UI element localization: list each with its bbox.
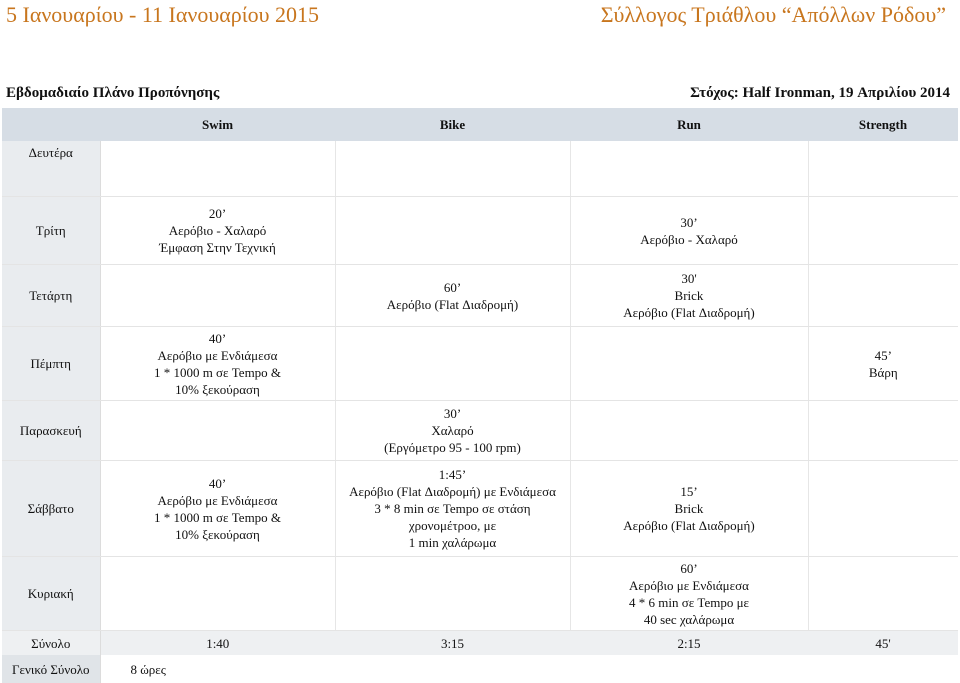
session-thursday-strength [808,327,958,401]
session-saturday-run [570,461,808,557]
session-friday-bike [335,401,570,461]
column-header-swim: Swim [100,108,335,141]
table-row-sunday [2,557,958,631]
session-tuesday-run [570,197,808,265]
session-line: 40’ [208,330,227,346]
session-line: 1:45’ [438,467,467,482]
table-row-saturday [2,461,958,557]
total-run: 2:15 [570,631,808,656]
session-line: Αερόβιο (Flat Διαδρομή) [386,296,519,312]
session-line: 30' [681,271,697,286]
column-header-bike: Bike [335,108,570,141]
session-line: (Εργόμετρο 95 - 100 rpm) [384,440,521,455]
session-line: Brick [674,501,704,516]
session-thursday-swim [100,327,335,401]
cell-sunday-swim [100,557,335,631]
session-line: Αερόβιο (Flat Διαδρομή) [623,518,755,533]
session-line: χρονομέτροο, με [408,518,497,533]
session-line: 45’ [874,347,892,363]
table-row-tuesday [2,197,958,265]
session-line: 40 sec χαλάρωμα [643,611,735,627]
column-header-run: Run [570,108,808,141]
session-line: 1 min χαλάρωμα [408,535,497,550]
table-row-friday [2,401,958,461]
weekly-schedule-table [2,108,958,683]
cell-tuesday-bike [335,197,570,265]
session-line: Έμφαση Στην Τεχνική [159,240,276,255]
grand-total-value: 8 ώρες [130,661,166,677]
cell-tuesday-strength [808,197,958,265]
total-bike: 3:15 [335,631,570,656]
table-row-thursday [2,327,958,401]
session-line: 15’ [680,484,698,499]
session-line: 40’ [208,475,227,491]
day-label-thursday: Πέμπτη [2,327,100,401]
total-strength: 45' [808,631,958,656]
session-saturday-bike [335,461,570,557]
date-range: 5 Ιανουαρίου - 11 Ιανουαρίου 2015 [6,2,320,27]
cell-monday-strength [808,141,958,197]
day-label-tuesday: Τρίτη [2,197,100,265]
session-sunday-run [570,557,808,631]
session-line: 3 * 8 min σε Tempo σε στάση [374,501,531,516]
cell-monday-swim [100,141,335,197]
cell-sunday-strength [808,557,958,631]
total-swim: 1:40 [100,631,335,656]
session-wednesday-bike [335,265,570,327]
session-line: Αερόβιο - Χαλαρό [168,223,267,238]
session-line: 60’ [443,279,462,295]
cell-friday-swim [100,401,335,461]
session-line: 10% ξεκούραση [175,526,260,542]
session-line: Αερόβιο με Ενδιάμεσα [157,347,278,363]
session-line: 20’ [208,206,227,221]
plan-title: Εβδομαδιαίο Πλάνο Προπόνησης [6,85,220,101]
session-wednesday-run [570,265,808,327]
session-line: Αερόβιο (Flat Διαδρομή) [623,305,755,320]
cell-wednesday-swim [100,265,335,327]
day-label-friday: Παρασκευή [2,401,100,461]
cell-friday-strength [808,401,958,461]
club-name: Σύλλογος Τριάθλου “Απόλλων Ρόδου” [600,2,946,27]
cell-thursday-run [570,327,808,401]
cell-sunday-bike [335,557,570,631]
grand-total-label: Γενικό Σύνολο [2,655,100,683]
totals-row [2,631,958,656]
cell-thursday-bike [335,327,570,401]
cell-wednesday-strength [808,265,958,327]
session-line: Βάρη [868,364,898,380]
cell-monday-bike [335,141,570,197]
cell-monday-run [570,141,808,197]
cell-saturday-strength [808,461,958,557]
day-label-wednesday: Τετάρτη [2,265,100,327]
session-line: Brick [674,288,704,303]
session-line: 4 * 6 min σε Tempo με [628,594,750,610]
session-line: 30’ [680,214,698,230]
session-line: Αερόβιο με Ενδιάμεσα [157,492,278,508]
day-label-saturday: Σάββατο [2,461,100,557]
corner-cell [2,108,100,141]
day-label-monday: Δευτέρα [2,141,100,197]
session-saturday-swim [100,461,335,557]
session-tuesday-swim [100,197,335,265]
table-row-wednesday [2,265,958,327]
session-line: 1 * 1000 m σε Tempo & [153,509,282,525]
session-line: 60’ [680,560,698,576]
day-label-sunday: Κυριακή [2,557,100,631]
session-line: 1 * 1000 m σε Tempo & [153,364,282,380]
grand-total-row [2,655,958,683]
session-line: Αερόβιο με Ενδιάμεσα [629,577,749,593]
column-header-strength: Strength [808,108,958,141]
header-row [2,108,958,141]
session-line: 10% ξεκούραση [175,381,260,397]
session-line: 30’ [443,406,462,421]
session-line: Χαλαρό [431,423,474,438]
cell-friday-run [570,401,808,461]
table-row-monday [2,141,958,197]
session-line: Αερόβιο - Χαλαρό [640,231,738,247]
totals-label: Σύνολο [2,631,100,656]
plan-goal: Στόχος: Half Ironman, 19 Απριλίου 2014 [690,85,950,101]
session-line: Αερόβιο (Flat Διαδρομή) με Ενδιάμεσα [349,484,556,499]
